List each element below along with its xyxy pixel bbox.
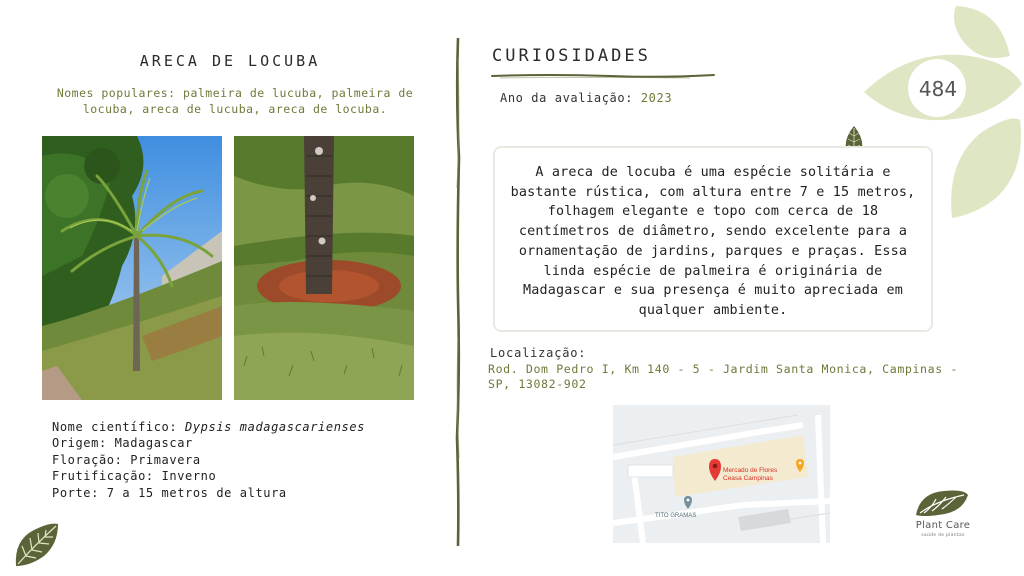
vertical-divider xyxy=(452,38,464,550)
map-place-name-1: Mercado de Flores xyxy=(723,467,778,474)
origin-value: Madagascar xyxy=(114,436,193,451)
scientific-name-label: Nome científico: xyxy=(52,420,178,434)
size-value: 7 a 15 metros de altura xyxy=(106,485,287,500)
curiosities-title: CURIOSIDADES xyxy=(492,46,651,66)
flowering-label: Floração: xyxy=(52,452,123,467)
plant-care-logo-icon xyxy=(914,487,970,523)
evaluation-year xyxy=(500,91,672,105)
scientific-name-value: Dypsis madagascarienses xyxy=(185,420,365,434)
origin-label: Origem: xyxy=(52,436,107,451)
popular-names: Nomes populares: palmeira de lucuba, palmeira de locuba, areca de lucuba, areca de locuba. xyxy=(56,86,414,116)
palm-trunk-photo xyxy=(234,136,414,400)
leaf-icon xyxy=(12,522,60,572)
fruiting-label: Frutificação: xyxy=(52,469,154,484)
species-details xyxy=(52,419,365,501)
map-secondary-place: TITO GRAMAS xyxy=(655,513,697,519)
location-map[interactable] xyxy=(613,405,830,543)
description-text: A areca de locuba é uma espécie solitária e bastante rústica, com altura entre 7 e 15 metros, folhagem elegante e topo com cerca de 18 centímetros de diâmetro, sendo excelente para a ornamentação de jardins, parques e praças. Essa linda espécie de palmeira é originária de Madagascar e sua presença é muito apreciada em qualquer ambiente. xyxy=(510,165,916,318)
location-label: Localização: xyxy=(490,346,587,360)
fruiting-value: Inverno xyxy=(161,469,217,484)
origin-row xyxy=(52,435,365,451)
location-address: Rod. Dom Pedro I, Km 140 - 5 - Jardim Santa Monica, Campinas - SP, 13082-902 xyxy=(488,362,958,391)
year-value: 2023 xyxy=(640,91,673,105)
size-label: Porte: xyxy=(52,485,99,500)
brand-name: Plant Care xyxy=(915,520,971,531)
size-row xyxy=(52,485,365,501)
flowering-value: Primavera xyxy=(130,452,201,467)
scientific-name-row xyxy=(52,419,365,435)
page-number: 484 xyxy=(918,77,958,101)
title-underline xyxy=(490,66,716,85)
palm-tree-photo xyxy=(42,136,222,400)
map-place-name-2: Ceasa Campinas xyxy=(723,475,773,482)
flowering-row xyxy=(52,452,365,468)
species-title: ARECA DE LOCUBA xyxy=(139,52,321,70)
brand-tagline: saúde de plantas xyxy=(921,533,965,538)
fruiting-row xyxy=(52,468,365,484)
year-label: Ano da avaliação: xyxy=(500,91,634,105)
